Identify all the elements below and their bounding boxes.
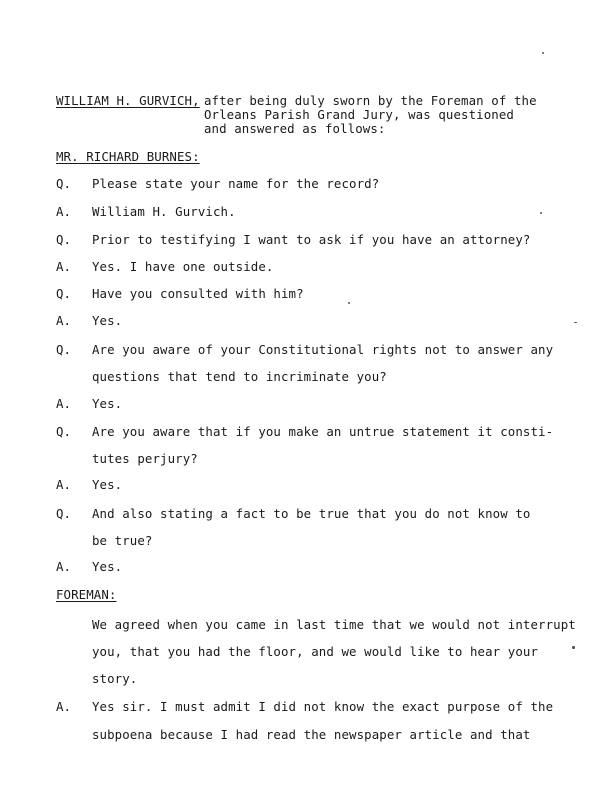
scan-speck — [542, 52, 544, 54]
qa-text: Please state your name for the record? — [92, 176, 380, 191]
witness-name: WILLIAM H. GURVICH, — [56, 93, 200, 108]
qa-marker: Q. — [56, 286, 72, 301]
scan-speck — [348, 302, 350, 304]
scan-speck — [540, 212, 542, 214]
examiner-label: MR. RICHARD BURNES: — [56, 149, 200, 164]
qa-marker: Q. — [56, 506, 72, 521]
qa-marker: Q. — [56, 176, 72, 191]
foreman-text: story. — [92, 671, 138, 686]
qa-text: questions that tend to incriminate you? — [92, 369, 387, 384]
answer-text: subpoena because I had read the newspaper article and that — [92, 727, 531, 742]
witness-intro-line: Orleans Parish Grand Jury, was questioned — [204, 107, 514, 122]
qa-text: And also stating a fact to be true that you do not know to — [92, 506, 531, 521]
qa-text: tutes perjury? — [92, 451, 198, 466]
qa-text: Yes. — [92, 396, 123, 411]
qa-text: Are you aware that if you make an untrue statement it consti- — [92, 424, 554, 439]
witness-intro-line: after being duly sworn by the Foreman of the — [204, 93, 537, 108]
foreman-label: FOREMAN: — [56, 587, 117, 602]
qa-marker: A. — [56, 204, 72, 219]
qa-marker: A. — [56, 313, 72, 328]
qa-marker: A. — [56, 699, 72, 714]
qa-marker: A. — [56, 559, 72, 574]
scan-speck — [574, 322, 577, 323]
qa-marker: A. — [56, 477, 72, 492]
qa-marker: A. — [56, 396, 72, 411]
foreman-text: you, that you had the floor, and we would like to hear your — [92, 644, 539, 659]
qa-text: Yes. I have one outside. — [92, 259, 274, 274]
qa-marker: Q. — [56, 342, 72, 357]
qa-marker: A. — [56, 259, 72, 274]
qa-text: Prior to testifying I want to ask if you have an attorney? — [92, 232, 531, 247]
qa-text: Are you aware of your Constitutional rights not to answer any — [92, 342, 554, 357]
witness-intro-line: and answered as follows: — [204, 121, 386, 136]
qa-text: be true? — [92, 533, 153, 548]
qa-text: William H. Gurvich. — [92, 204, 236, 219]
qa-marker: Q. — [56, 232, 72, 247]
answer-text: Yes sir. I must admit I did not know the exact purpose of the — [92, 699, 554, 714]
qa-marker: Q. — [56, 424, 72, 439]
qa-text: Have you consulted with him? — [92, 286, 304, 301]
qa-text: Yes. — [92, 313, 123, 328]
scan-speck — [572, 646, 575, 649]
qa-text: Yes. — [92, 477, 123, 492]
qa-text: Yes. — [92, 559, 123, 574]
foreman-text: We agreed when you came in last time that we would not interrupt — [92, 617, 576, 632]
